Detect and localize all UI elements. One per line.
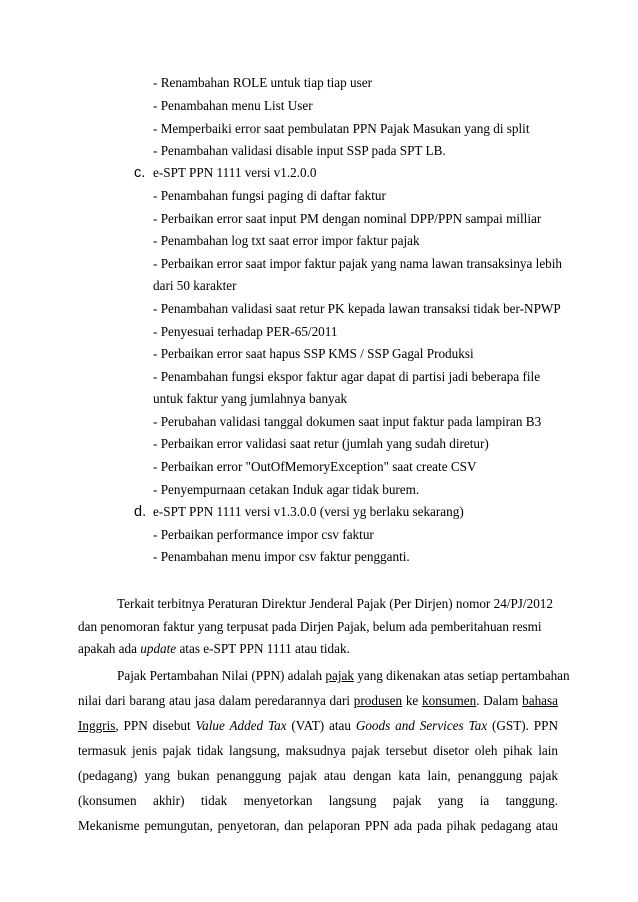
list-item: - Penambahan menu List User [153,98,313,113]
list-item: - Perbaikan error saat input PM dengan nominal DPP/PPN sampai milliar [153,211,542,226]
list-item: - Perubahan validasi tanggal dokumen saat input faktur pada lampiran B3 [153,414,542,429]
list-item: - Penambahan validasi disable input SSP pada SPT LB. [153,143,446,158]
section-c-heading [134,164,317,182]
list-item-continuation: untuk faktur yang jumlahnya banyak [153,391,348,406]
list-item: - Perbaikan error saat hapus SSP KMS / SSP Gagal Produksi [153,346,474,361]
paragraph-line: dan penomoran faktur yang terpusat pada Dirjen Pajak, belum ada pemberitahuan resmi [78,619,542,634]
list-item: - Penambahan menu impor csv faktur pengganti. [153,549,410,564]
section-c-marker: c. [134,165,146,181]
list-item: - Penambahan validasi saat retur PK kepada lawan transaksi tidak ber-NPWP [153,301,561,316]
link-konsumen[interactable]: konsumen [422,693,477,708]
list-item: - Perbaikan error saat impor faktur pajak yang nama lawan transaksinya lebih [153,256,563,271]
paragraph-line: nilai dari barang atau jasa dalam peredarannya dari produsen ke konsumen. Dalam bahasa [78,693,559,708]
paragraph-line: Mekanisme pemungutan, penyetoran, dan pelaporan PPN ada pada pihak pedagang atau [78,818,558,833]
section-c-title: e-SPT PPN 1111 versi v1.2.0.0 [153,165,317,180]
list-item: - Perbaikan error "OutOfMemoryException" saat create CSV [153,459,477,474]
list-item: - Penyesuai terhadap PER-65/2011 [153,324,338,339]
list-item: - Penambahan log txt saat error impor faktur pajak [153,233,420,248]
list-item: - Perbaikan performance impor csv faktur [153,527,374,542]
paragraph-line: Pajak Pertambahan Nilai (PPN) adalah pajak yang dikenakan atas setiap pertambahan [117,668,570,683]
section-d-heading [134,503,464,521]
paragraph-line: (konsumen akhir) tidak menyetorkan langsung pajak yang ia tanggung. [78,793,558,808]
section-d-marker: d. [134,504,147,520]
list-item: - Penyempurnaan cetakan Induk agar tidak burem. [153,482,420,497]
paragraph-line: Inggris, PPN disebut Value Added Tax (VAT) atau Goods and Services Tax (GST). PPN [78,718,559,733]
italic-term: update [140,641,177,656]
link-pajak[interactable]: pajak [325,668,354,683]
list-item: - Memperbaiki error saat pembulatan PPN Pajak Masukan yang di split [153,121,530,136]
paragraph-line: termasuk jenis pajak tidak langsung, maksudnya pajak tersebut disetor oleh pihak lain [78,743,558,758]
link-produsen[interactable]: produsen [353,693,403,708]
paragraph-line: apakah ada update atas e-SPT PPN 1111 atau tidak. [78,641,350,656]
paragraph-line: (pedagang) yang bukan penanggung pajak atau dengan kata lain, penanggung pajak [78,768,558,783]
list-item: - Perbaikan error validasi saat retur (jumlah yang sudah diretur) [153,436,489,451]
section-d-title: e-SPT PPN 1111 versi v1.3.0.0 (versi yg berlaku sekarang) [153,504,464,519]
list-item: - Renambahan ROLE untuk tiap tiap user [153,75,373,90]
link-bahasa[interactable]: bahasa [522,693,559,708]
list-item: - Penambahan fungsi paging di daftar faktur [153,188,386,203]
link-inggris[interactable]: Inggris [78,718,116,733]
list-item: - Penambahan fungsi ekspor faktur agar dapat di partisi jadi beberapa file [153,369,541,384]
paragraph-line: Terkait terbitnya Peraturan Direktur Jenderal Pajak (Per Dirjen) nomor 24/PJ/2012 [117,596,553,611]
list-item-continuation: dari 50 karakter [153,278,237,293]
